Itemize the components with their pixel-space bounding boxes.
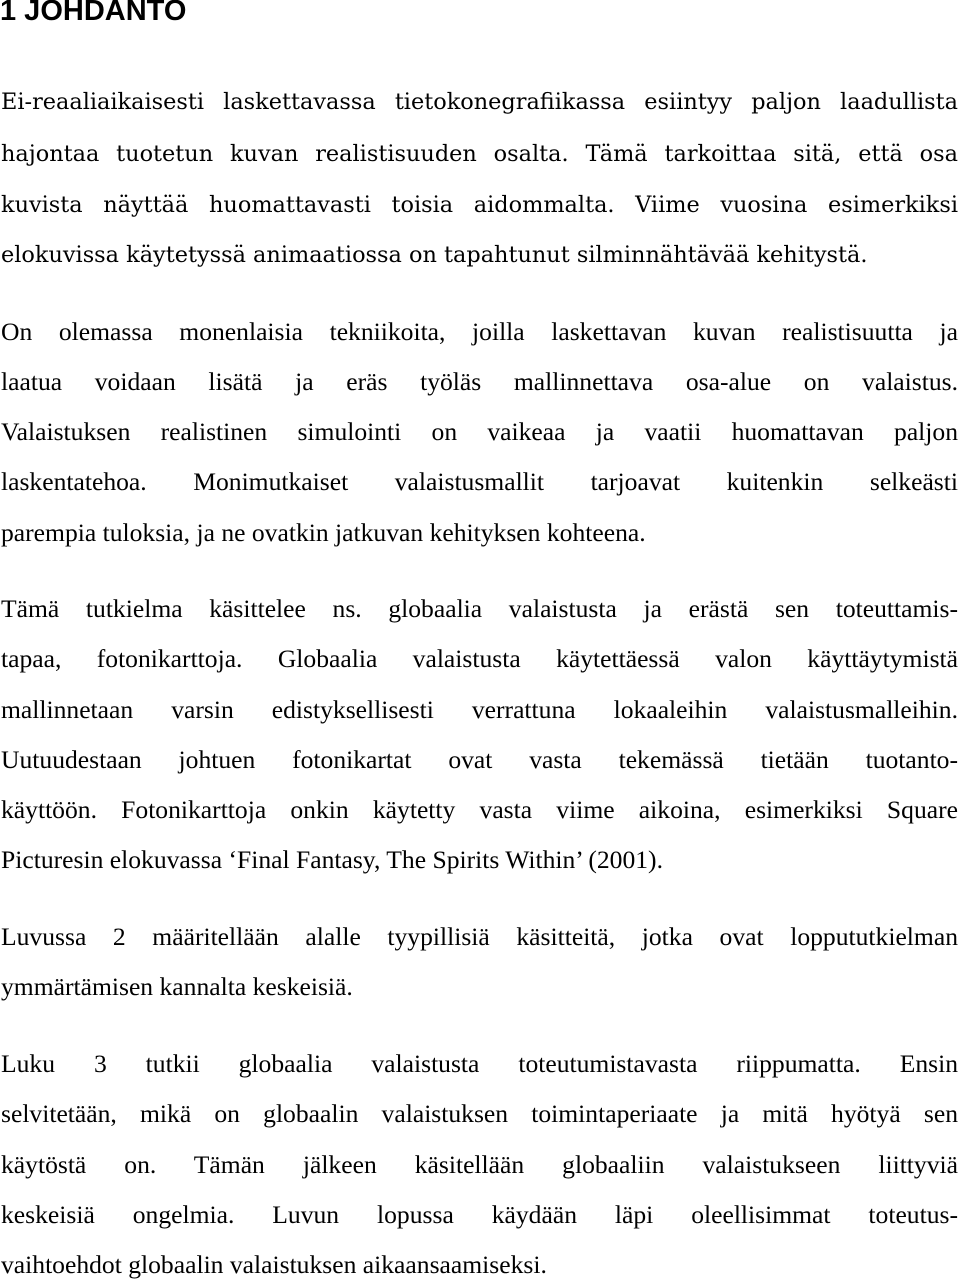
chapter-heading: 1 JOHDANTO (0, 0, 187, 27)
text-line: keskeisiä ongelmia. Luvun lopussa käydään läpi oleellisimmat toteutus- (1, 1200, 958, 1229)
text-line: Luvussa 2 määritellään alalle tyypillisiä käsitteitä, jotka ovat loppututkielman (1, 922, 958, 951)
text-line: käyttöön. Fotonikarttoja onkin käytetty vasta viime aikoina, esimerkiksi Square (1, 795, 958, 824)
text-line: Uutuudestaan johtuen fotonikartat ovat vasta tekemässä tietään tuotanto- (1, 745, 958, 774)
text-line: hajontaa tuotetun kuvan realistisuuden osalta. Tämä tarkoittaa sitä, että osa (1, 141, 958, 167)
text-line: Picturesin elokuvassa ‘Final Fantasy, The Spirits Within’ (2001). (1, 845, 663, 874)
text-line: Tämä tutkielma käsittelee ns. globaalia valaistusta ja erästä sen toteuttamis- (1, 594, 958, 623)
text-line: parempia tuloksia, ja ne ovatkin jatkuvan kehityksen kohteena. (1, 518, 646, 547)
text-line: ymmärtämisen kannalta keskeisiä. (1, 972, 353, 1001)
text-line: laatua voidaan lisätä ja eräs työläs mallinnettava osa-alue on valaistus. (1, 367, 958, 396)
text-line: selvitetään, mikä on globaalin valaistuksen toimintaperiaate ja mitä hyötyä sen (1, 1099, 958, 1128)
text-line: kuvista näyttää huomattavasti toisia aidommalta. Viime vuosina esimerkiksi (1, 192, 958, 218)
text-line: mallinnetaan varsin edistyksellisesti verrattuna lokaaleihin valaistusmalleihin. (1, 695, 958, 724)
text-line: laskentatehoa. Monimutkaiset valaistusmallit tarjoavat kuitenkin selkeästi (1, 467, 958, 496)
text-line: Luku 3 tutkii globaalia valaistusta toteutumistavasta riippumatta. Ensin (1, 1049, 958, 1078)
text-line: On olemassa monenlaisia tekniikoita, joilla laskettavan kuvan realistisuutta ja (1, 317, 958, 346)
text-line: Valaistuksen realistinen simulointi on vaikeaa ja vaatii huomattavan paljon (1, 417, 958, 446)
text-line: tapaa, fotonikarttoja. Globaalia valaistusta käytettäessä valon käyttäytymistä (1, 644, 958, 673)
text-line: vaihtoehdot globaalin valaistuksen aikaansaamiseksi. (1, 1250, 547, 1279)
text-line: elokuvissa käytetyssä animaatiossa on tapahtunut silminnähtävää kehitystä. (1, 242, 868, 268)
text-line: Ei-reaaliaikaisesti laskettavassa tietokonegrafiikassa esiintyy paljon laadullista (1, 89, 958, 115)
text-line: käytöstä on. Tämän jälkeen käsitellään globaaliin valaistukseen liittyviä (1, 1150, 958, 1179)
